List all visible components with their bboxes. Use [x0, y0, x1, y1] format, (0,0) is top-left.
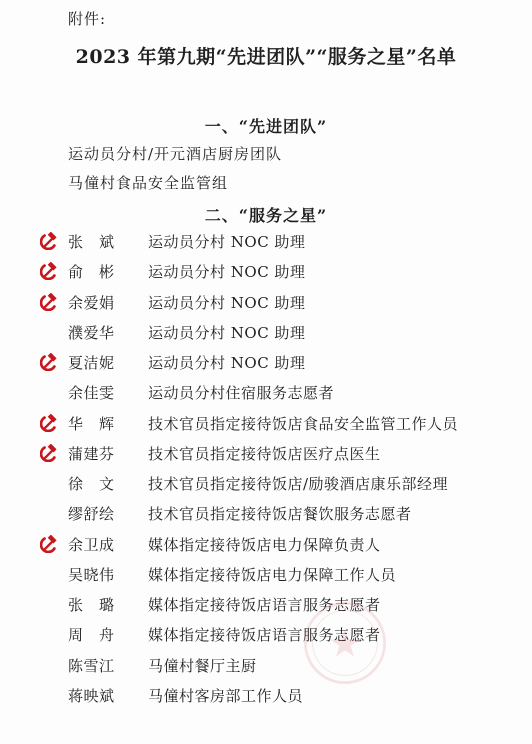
service-star-row: [0, 682, 532, 712]
person-role: 技术官员指定接待饭店食品安全监管工作人员: [148, 414, 459, 433]
person-name: 蒲建芬: [68, 444, 115, 463]
person-role: 技术官员指定接待饭店餐饮服务志愿者: [148, 505, 412, 524]
person-name: 俞 彬: [68, 263, 115, 282]
service-star-row: [0, 289, 532, 319]
service-star-row: [0, 531, 532, 561]
document-title: 2023 年第九期“先进团队”“服务之星”名单: [75, 46, 457, 68]
person-role: 运动员分村 NOC 助理: [148, 354, 306, 372]
person-role: 运动员分村 NOC 助理: [148, 233, 306, 251]
team-item: 运动员分村/开元酒店厨房团队: [68, 145, 283, 163]
person-name: 夏洁妮: [68, 354, 115, 372]
person-name: 余佳雯: [68, 384, 115, 403]
hammer-sickle-icon: [40, 293, 58, 311]
hammer-sickle-icon: [40, 414, 58, 432]
section-heading-advanced-teams: 一、“先进团队”: [204, 117, 328, 136]
service-star-row: [0, 258, 532, 288]
hammer-sickle-icon: [40, 444, 58, 462]
person-role: 运动员分村 NOC 助理: [148, 263, 306, 282]
service-star-row: [0, 379, 532, 409]
person-name: 华 辉: [68, 414, 115, 433]
person-role: 媒体指定接待饭店语言服务志愿者: [148, 596, 381, 614]
service-star-row: [0, 500, 532, 530]
person-role: 运动员分村住宿服务志愿者: [148, 384, 335, 403]
hammer-sickle-icon: [40, 232, 58, 250]
person-name: 张 璐: [68, 596, 115, 614]
person-name: 张 斌: [68, 233, 115, 251]
service-star-row: [0, 470, 532, 500]
section-heading-service-stars: 二、“服务之星”: [204, 206, 328, 225]
service-star-row: [0, 410, 532, 440]
service-star-row: [0, 621, 532, 651]
person-role: 媒体指定接待饭店电力保障负责人: [148, 535, 381, 554]
service-star-row: [0, 561, 532, 591]
person-role: 媒体指定接待饭店电力保障工作人员: [148, 565, 397, 584]
hammer-sickle-icon: [40, 535, 58, 553]
person-role: 马僮村客房部工作人员: [148, 686, 304, 705]
service-star-row: [0, 591, 532, 621]
person-name: 濮爱华: [68, 323, 115, 342]
service-star-row: [0, 652, 532, 682]
person-role: 技术官员指定接待饭店医疗点医生: [148, 444, 381, 463]
person-role: 马僮村餐厅主厨: [148, 656, 257, 675]
person-name: 吴晓伟: [68, 565, 115, 584]
attachment-label: 附件:: [68, 10, 107, 28]
person-role: 媒体指定接待饭店语言服务志愿者: [148, 626, 381, 645]
person-name: 陈雪江: [68, 656, 115, 675]
person-role: 运动员分村 NOC 助理: [148, 293, 306, 312]
person-name: 蒋映斌: [68, 686, 115, 705]
person-role: 技术官员指定接待饭店/励骏酒店康乐部经理: [148, 475, 449, 493]
service-stars-list: [0, 228, 532, 712]
hammer-sickle-icon: [40, 353, 58, 371]
service-star-row: [0, 228, 532, 258]
person-name: 徐 文: [68, 475, 115, 493]
team-item: 马僮村食品安全监管组: [68, 174, 229, 192]
faint-seal-stamp: [300, 598, 390, 688]
person-name: 余卫成: [68, 535, 115, 554]
person-role: 运动员分村 NOC 助理: [148, 323, 306, 342]
service-star-row: [0, 349, 532, 379]
person-name: 周 舟: [68, 626, 115, 645]
service-star-row: [0, 319, 532, 349]
person-name: 余爱娟: [68, 293, 115, 312]
service-star-row: [0, 440, 532, 470]
person-name: 缪舒绘: [68, 505, 115, 524]
hammer-sickle-icon: [40, 262, 58, 280]
